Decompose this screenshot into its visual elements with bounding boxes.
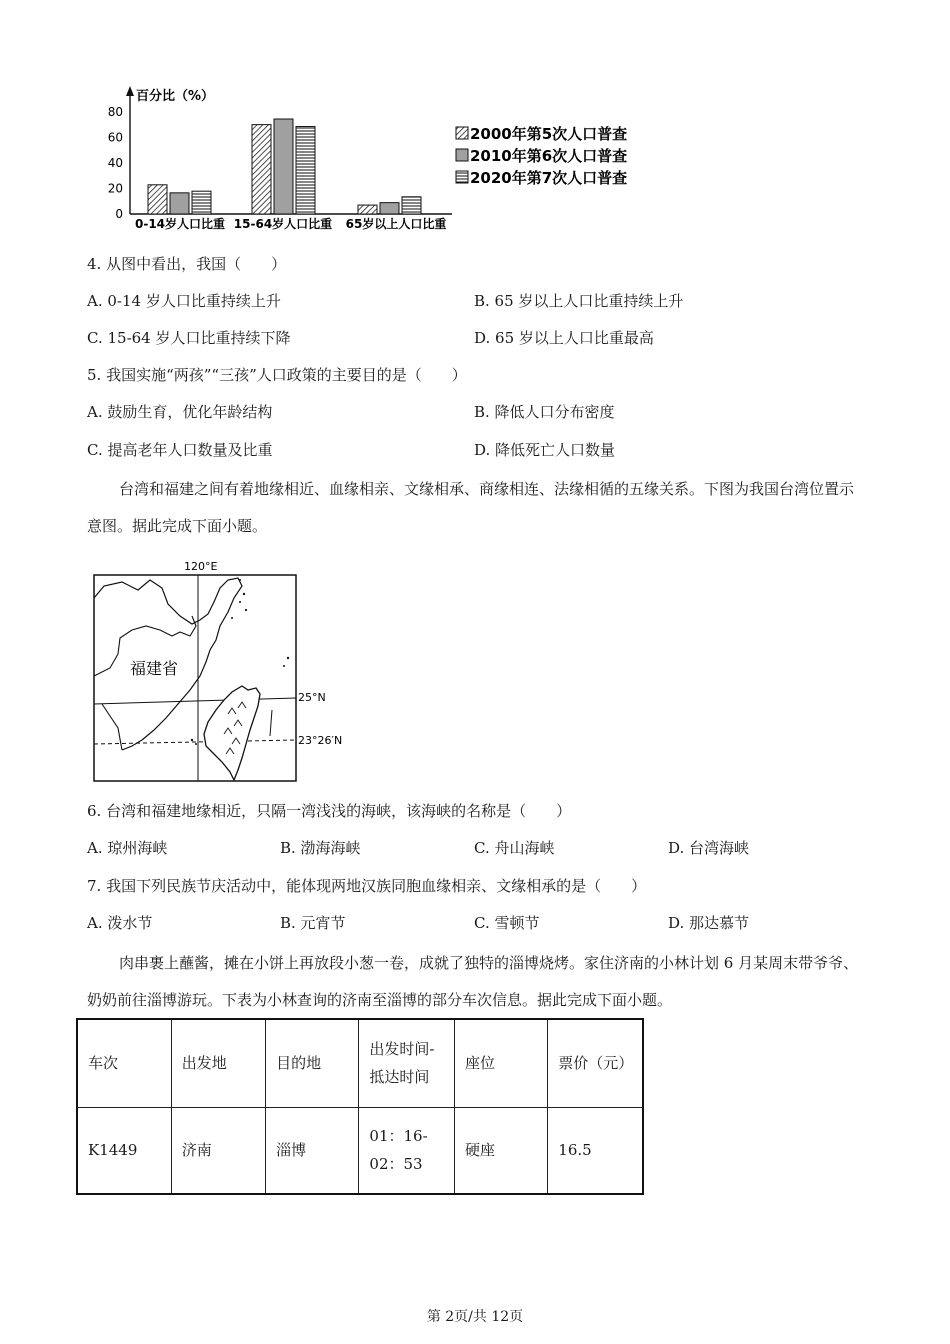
legend-label-2020: 2020年第7次人口普查 <box>470 169 628 187</box>
q5-option-d[interactable]: D. 降低死亡人口数量 <box>474 441 616 459</box>
cell-seat: 硬座 <box>454 1107 547 1194</box>
q4-option-c[interactable]: C. 15-64 岁人口比重持续下降 <box>87 329 291 347</box>
q7-option-d[interactable]: D. 那达慕节 <box>668 914 750 932</box>
legend-swatch-2020 <box>456 171 468 183</box>
x-category-label-2: 65岁以上人口比重 <box>345 217 447 231</box>
legend-label-2010: 2010年第6次人口普查 <box>470 147 628 165</box>
header-train-no: 车次 <box>77 1019 171 1107</box>
map-frame <box>94 575 296 781</box>
bar-1-0 <box>252 125 271 214</box>
cell-times: 01：16-02：53 <box>359 1107 455 1194</box>
bar-0-1 <box>170 193 189 214</box>
y-tick-label-2: 40 <box>107 156 123 170</box>
q6-option-a[interactable]: A. 琼州海峡 <box>87 839 168 857</box>
q5-stem: 5. 我国实施“两孩”“三孩”人口政策的主要目的是（ ） <box>87 366 467 384</box>
q5-option-c[interactable]: C. 提高老年人口数量及比重 <box>87 441 273 459</box>
cell-price: 16.5 <box>548 1107 643 1194</box>
bar-2-2 <box>402 197 421 214</box>
q4-option-d[interactable]: D. 65 岁以上人口比重最高 <box>474 329 654 347</box>
legend-swatch-2010 <box>456 149 468 161</box>
y-tick-label-3: 60 <box>107 130 123 145</box>
q4-option-b[interactable]: B. 65 岁以上人口比重持续上升 <box>474 292 684 310</box>
parallel-25n-label: 25°N <box>298 691 326 704</box>
bar-0-2 <box>192 191 211 214</box>
population-bar-chart <box>90 82 660 234</box>
y-axis-arrow <box>126 86 134 96</box>
header-times: 出发时间-抵达时间 <box>359 1019 455 1107</box>
page-footer: 第 2页/共 12页 <box>426 1309 524 1325</box>
zibo-passage: 肉串裹上蘸酱，摊在小饼上再放段小葱一卷，成就了独特的淄博烧烤。家住济南的小林计划 6 月某周末带爷爷、奶奶前往淄博游玩。下表为小林查询的济南至淄博的部分车次信息。据此完成下面小题。 <box>87 954 859 1009</box>
cell-train-no: K1449 <box>77 1107 171 1194</box>
bar-1-1 <box>274 119 293 214</box>
q4-option-a[interactable]: A. 0-14 岁人口比重持续上升 <box>87 292 281 310</box>
q5-option-a[interactable]: A. 鼓励生育，优化年龄结构 <box>87 403 273 421</box>
legend-label-2000: 2000年第5次人口普查 <box>470 125 628 143</box>
header-departure: 出发地 <box>171 1019 265 1107</box>
q4-stem: 4. 从图中看出，我国（ ） <box>87 255 287 273</box>
train-schedule-table <box>76 1018 644 1195</box>
q7-option-b[interactable]: B. 元宵节 <box>280 914 346 932</box>
taiwan-location-map <box>92 558 362 790</box>
legend-swatch-2000 <box>456 127 468 139</box>
x-category-label-1: 15-64岁人口比重 <box>233 217 333 231</box>
bar-1-2 <box>296 127 315 214</box>
table-row <box>77 1107 643 1194</box>
bar-2-1 <box>380 203 399 214</box>
q5-option-b[interactable]: B. 降低人口分布密度 <box>474 403 615 421</box>
meridian-label: 120°E <box>184 560 218 573</box>
q7-option-c[interactable]: C. 雪顿节 <box>474 914 540 932</box>
y-tick-label-1: 20 <box>107 181 123 196</box>
fujian-label: 福建省 <box>130 659 179 678</box>
bar-0-0 <box>148 185 167 214</box>
bar-2-0 <box>358 205 377 214</box>
taiwan-passage: 台湾和福建之间有着地缘相近、血缘相亲、文缘相承、商缘相连、法缘相循的五缘关系。下图为我国台湾位置示意图。据此完成下面小题。 <box>87 480 855 535</box>
q6-option-b[interactable]: B. 渤海海峡 <box>280 839 361 857</box>
q7-option-a[interactable]: A. 泼水节 <box>87 914 153 932</box>
q7-stem: 7. 我国下列民族节庆活动中，能体现两地汉族同胞血缘相亲、文缘相承的是（ ） <box>87 877 647 895</box>
q6-option-c[interactable]: C. 舟山海峡 <box>474 839 555 857</box>
y-axis-label: 百分比（%） <box>136 89 215 104</box>
cell-departure: 济南 <box>171 1107 265 1194</box>
header-seat: 座位 <box>454 1019 547 1107</box>
y-tick-label-0: 0 <box>115 207 123 221</box>
y-tick-label-4: 80 <box>107 105 123 119</box>
q6-stem: 6. 台湾和福建地缘相近，只隔一湾浅浅的海峡，该海峡的名称是（ ） <box>87 802 572 820</box>
tropic-label: 23°26′N <box>298 734 343 747</box>
cell-destination: 淄博 <box>266 1107 359 1194</box>
header-price: 票价（元） <box>548 1019 643 1107</box>
table-header-row <box>77 1019 643 1107</box>
q6-option-d[interactable]: D. 台湾海峡 <box>668 839 750 857</box>
header-destination: 目的地 <box>266 1019 359 1107</box>
legend <box>456 125 627 187</box>
x-category-label-0: 0-14岁人口比重 <box>134 217 226 231</box>
